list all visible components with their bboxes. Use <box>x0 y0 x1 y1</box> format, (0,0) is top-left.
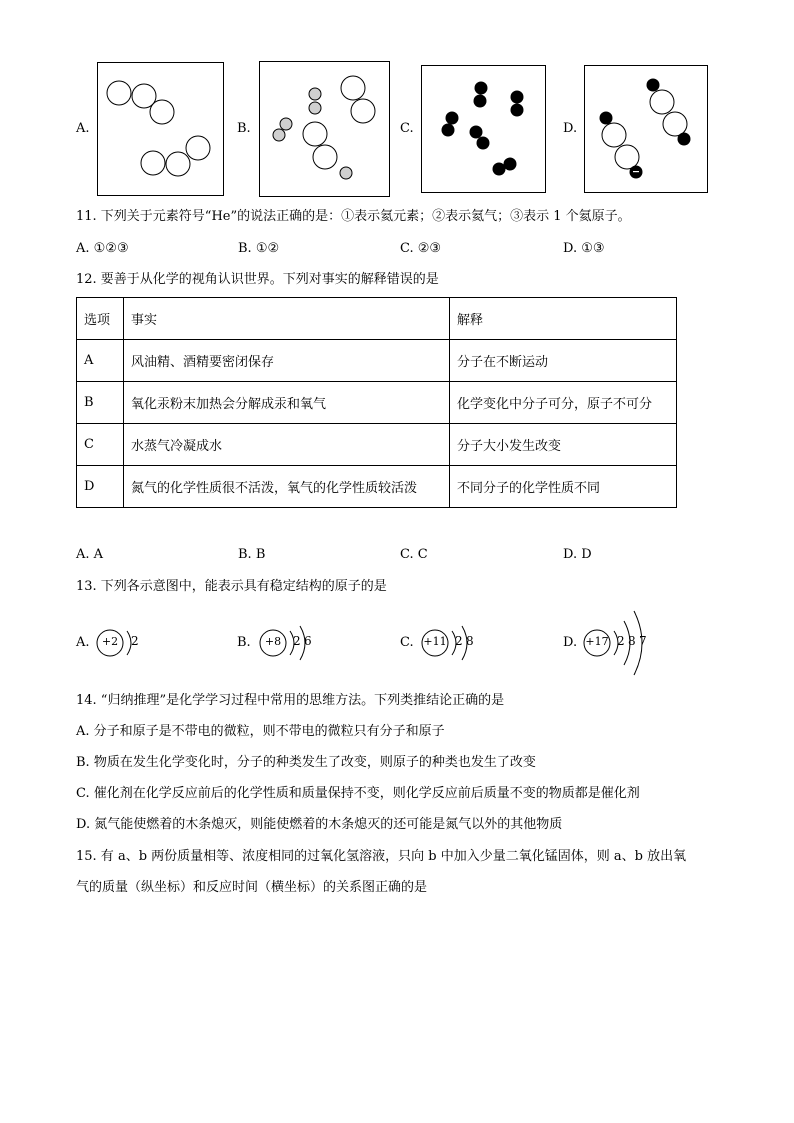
table-header-cell: 解释 <box>450 298 677 340</box>
table-header-cell: 选项 <box>77 298 124 340</box>
q15-stem-line-2: 气的质量（纵坐标）和反应时间（横坐标）的关系图正确的是 <box>76 880 428 895</box>
table-header-row <box>77 298 677 340</box>
particle-black <box>504 158 517 171</box>
particle-white <box>107 81 131 105</box>
q13-option-a-atom-diagram <box>96 626 146 660</box>
particle-black <box>442 124 455 137</box>
table-row <box>77 340 677 382</box>
electron-count: 2 <box>131 634 139 648</box>
q12-option-c[interactable]: C. C <box>400 547 428 562</box>
nucleus-charge: +17 <box>585 635 609 648</box>
q10-c-particles <box>422 66 545 192</box>
q10-option-c-label: C. <box>400 121 414 136</box>
particle-white <box>150 100 174 124</box>
particle-black <box>474 95 487 108</box>
q12-stem: 12. 要善于从化学的视角认识世界。下列对事实的解释错误的是 <box>76 272 439 287</box>
q10-option-a-diagram <box>97 62 224 196</box>
nucleus-charge: +2 <box>101 635 119 648</box>
table-cell: 风油精、酒精要密闭保存 <box>124 340 450 382</box>
q13-option-c-atom-diagram <box>420 622 480 664</box>
q10-d-particles <box>585 66 707 192</box>
particle-white <box>650 90 674 114</box>
particle-white <box>602 123 626 147</box>
q14-option-d[interactable]: D. 氮气能使燃着的木条熄灭，则能使燃着的木条熄灭的还可能是氮气以外的其他物质 <box>76 817 563 832</box>
q12-option-a[interactable]: A. A <box>76 547 104 562</box>
q13-option-c-label[interactable]: C. <box>400 635 414 650</box>
particle-black <box>600 112 613 125</box>
q10-option-a-label: A. <box>76 121 90 136</box>
table-header-cell: 事实 <box>124 298 450 340</box>
q12-table <box>76 297 677 508</box>
particle-white <box>663 112 687 136</box>
q13-option-b-atom-diagram <box>258 622 318 664</box>
q10-b-particles <box>260 62 389 196</box>
table-cell: 氧化汞粉末加热会分解成汞和氧气 <box>124 382 450 424</box>
particle-white <box>313 145 337 169</box>
particle-black <box>470 126 483 139</box>
particle-gray <box>280 118 292 130</box>
particle-black <box>511 91 524 104</box>
electron-count: 8 <box>628 634 636 648</box>
particle-gray <box>309 88 321 100</box>
table-row <box>77 382 677 424</box>
q13-option-a-label[interactable]: A. <box>76 635 90 650</box>
particle-black <box>446 112 459 125</box>
q13-option-d-label[interactable]: D. <box>563 635 578 650</box>
particle-black <box>511 104 524 117</box>
table-cell: 分子在不断运动 <box>450 340 677 382</box>
table-cell: C <box>77 424 124 466</box>
particle-white <box>341 76 365 100</box>
table-cell: D <box>77 466 124 508</box>
table-cell: 氮气的化学性质很不活泼，氧气的化学性质较活泼 <box>124 466 450 508</box>
q13-option-b-label[interactable]: B. <box>237 635 251 650</box>
q14-stem: 14. “归纳推理”是化学学习过程中常用的思维方法。下列类推结论正确的是 <box>76 693 505 708</box>
q15-stem-line-1: 15. 有 a、b 两份质量相等、浓度相同的过氧化氢溶液，只向 b 中加入少量二氧化锰固体，则 a、b 放出氧 <box>76 849 687 864</box>
q10-option-c-diagram <box>421 65 546 193</box>
electron-count: 7 <box>639 634 647 648</box>
particle-white <box>615 145 639 169</box>
q10-option-d-label: D. <box>563 121 578 136</box>
nucleus-charge: +11 <box>423 635 447 648</box>
q11-stem: 11. 下列关于元素符号“He”的说法正确的是：①表示氦元素；②表示氦气；③表示 1 个氦原子。 <box>76 209 631 224</box>
q11-option-b[interactable]: B. ①② <box>238 241 280 256</box>
particle-white <box>186 136 210 160</box>
particle-gray <box>309 102 321 114</box>
electron-count: 2 <box>455 634 463 648</box>
particle-white <box>303 122 327 146</box>
particle-white <box>351 99 375 123</box>
q12-option-d[interactable]: D. D <box>563 547 592 562</box>
electron-count: 8 <box>466 634 474 648</box>
q12-option-b[interactable]: B. B <box>238 547 266 562</box>
table-row <box>77 466 677 508</box>
electron-count: 2 <box>617 634 625 648</box>
q10-a-particles <box>98 63 223 195</box>
electron-count: 2 <box>293 634 301 648</box>
particle-gray <box>340 167 352 179</box>
particle-gray <box>273 129 285 141</box>
table-cell: 水蒸气冷凝成水 <box>124 424 450 466</box>
nucleus-charge: +8 <box>264 635 282 648</box>
q14-option-c[interactable]: C. 催化剂在化学反应前后的化学性质和质量保持不变，则化学反应前后质量不变的物质都是催化剂 <box>76 786 640 801</box>
table-row <box>77 424 677 466</box>
particle-white <box>141 151 165 175</box>
q13-option-d-atom-diagram <box>582 607 654 677</box>
q11-option-c[interactable]: C. ②③ <box>400 241 442 256</box>
q10-option-b-label: B. <box>237 121 251 136</box>
table-cell: B <box>77 382 124 424</box>
table-cell: A <box>77 340 124 382</box>
table-cell: 化学变化中分子可分，原子不可分 <box>450 382 677 424</box>
q11-option-d[interactable]: D. ①③ <box>563 241 605 256</box>
q10-option-b-diagram <box>259 61 390 197</box>
q13-stem: 13. 下列各示意图中，能表示具有稳定结构的原子的是 <box>76 579 387 594</box>
table-cell: 不同分子的化学性质不同 <box>450 466 677 508</box>
table-cell: 分子大小发生改变 <box>450 424 677 466</box>
electron-count: 6 <box>304 634 312 648</box>
q10-option-d-diagram <box>584 65 708 193</box>
particle-black <box>647 79 660 92</box>
particle-black <box>475 82 488 95</box>
q14-option-b[interactable]: B. 物质在发生化学变化时，分子的种类发生了改变，则原子的种类也发生了改变 <box>76 755 536 770</box>
particle-black <box>477 137 490 150</box>
particle-white <box>166 152 190 176</box>
q14-option-a[interactable]: A. 分子和原子是不带电的微粒，则不带电的微粒只有分子和原子 <box>76 724 445 739</box>
particle-black <box>678 133 691 146</box>
q11-option-a[interactable]: A. ①②③ <box>76 241 129 256</box>
